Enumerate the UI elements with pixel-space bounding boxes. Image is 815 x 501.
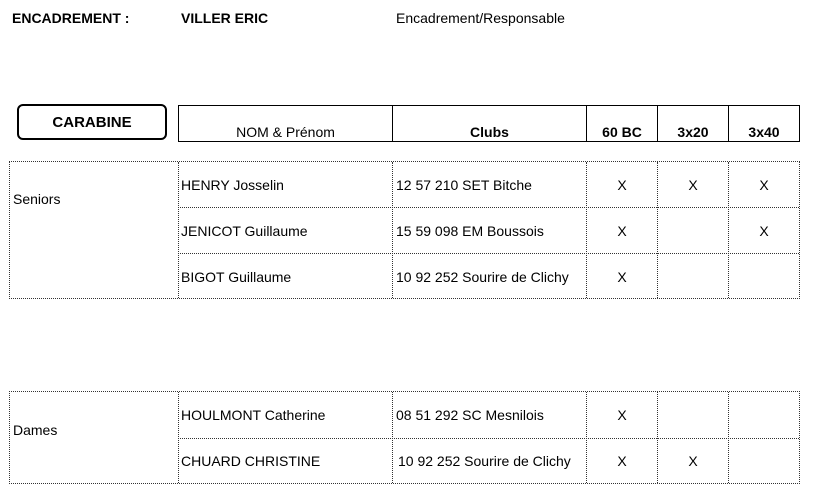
column-header-3x40 bbox=[728, 105, 800, 142]
column-divider bbox=[392, 162, 393, 298]
row-divider bbox=[178, 438, 799, 439]
column-divider bbox=[178, 162, 179, 298]
mark-60bc: X bbox=[617, 269, 627, 285]
club-cell: 10 92 252 Sourire de Clichy bbox=[396, 269, 569, 285]
column-divider bbox=[586, 162, 587, 298]
column-divider bbox=[728, 162, 729, 298]
column-header-name bbox=[178, 105, 393, 142]
section-title-text: CARABINE bbox=[52, 113, 132, 131]
club-cell: 12 57 210 SET Bitche bbox=[396, 177, 532, 193]
column-header-60bc bbox=[586, 105, 658, 142]
mark-3x20: X bbox=[688, 177, 698, 193]
athlete-name: HOULMONT Catherine bbox=[181, 407, 326, 423]
mark-3x20: X bbox=[688, 453, 698, 469]
category-label: Seniors bbox=[13, 191, 61, 207]
column-header-clubs-text: Clubs bbox=[470, 124, 509, 140]
column-header-60bc-text: 60 BC bbox=[602, 124, 642, 140]
section-title-carabine bbox=[17, 104, 167, 140]
club-cell: 15 59 098 EM Boussois bbox=[396, 223, 544, 239]
row-divider bbox=[178, 207, 799, 208]
club-cell: 08 51 292 SC Mesnilois bbox=[396, 407, 544, 423]
category-label: Dames bbox=[13, 422, 58, 438]
column-header-3x20 bbox=[657, 105, 729, 142]
column-divider bbox=[657, 162, 658, 298]
encadrement-role: Encadrement/Responsable bbox=[396, 10, 565, 26]
athlete-name: JENICOT Guillaume bbox=[181, 223, 308, 239]
mark-60bc: X bbox=[617, 453, 627, 469]
club-cell: 10 92 252 Sourire de Clichy bbox=[398, 453, 571, 469]
mark-60bc: X bbox=[617, 223, 627, 239]
column-header-clubs bbox=[392, 105, 587, 142]
mark-60bc: X bbox=[617, 177, 627, 193]
column-header-3x20-text: 3x20 bbox=[677, 124, 709, 140]
mark-3x40: X bbox=[759, 177, 769, 193]
athlete-name: HENRY Josselin bbox=[181, 177, 284, 193]
athlete-name: CHUARD CHRISTINE bbox=[181, 453, 321, 469]
column-header-name-text: NOM & Prénom bbox=[236, 124, 335, 140]
mark-60bc: X bbox=[617, 407, 627, 423]
dames-table bbox=[9, 391, 800, 484]
encadrement-name: VILLER ERIC bbox=[181, 10, 269, 26]
athlete-name: BIGOT Guillaume bbox=[181, 269, 292, 285]
seniors-table bbox=[9, 161, 800, 299]
row-divider bbox=[178, 253, 799, 254]
encadrement-label: ENCADREMENT : bbox=[12, 10, 130, 26]
column-header-3x40-text: 3x40 bbox=[748, 124, 780, 140]
mark-3x40: X bbox=[759, 223, 769, 239]
